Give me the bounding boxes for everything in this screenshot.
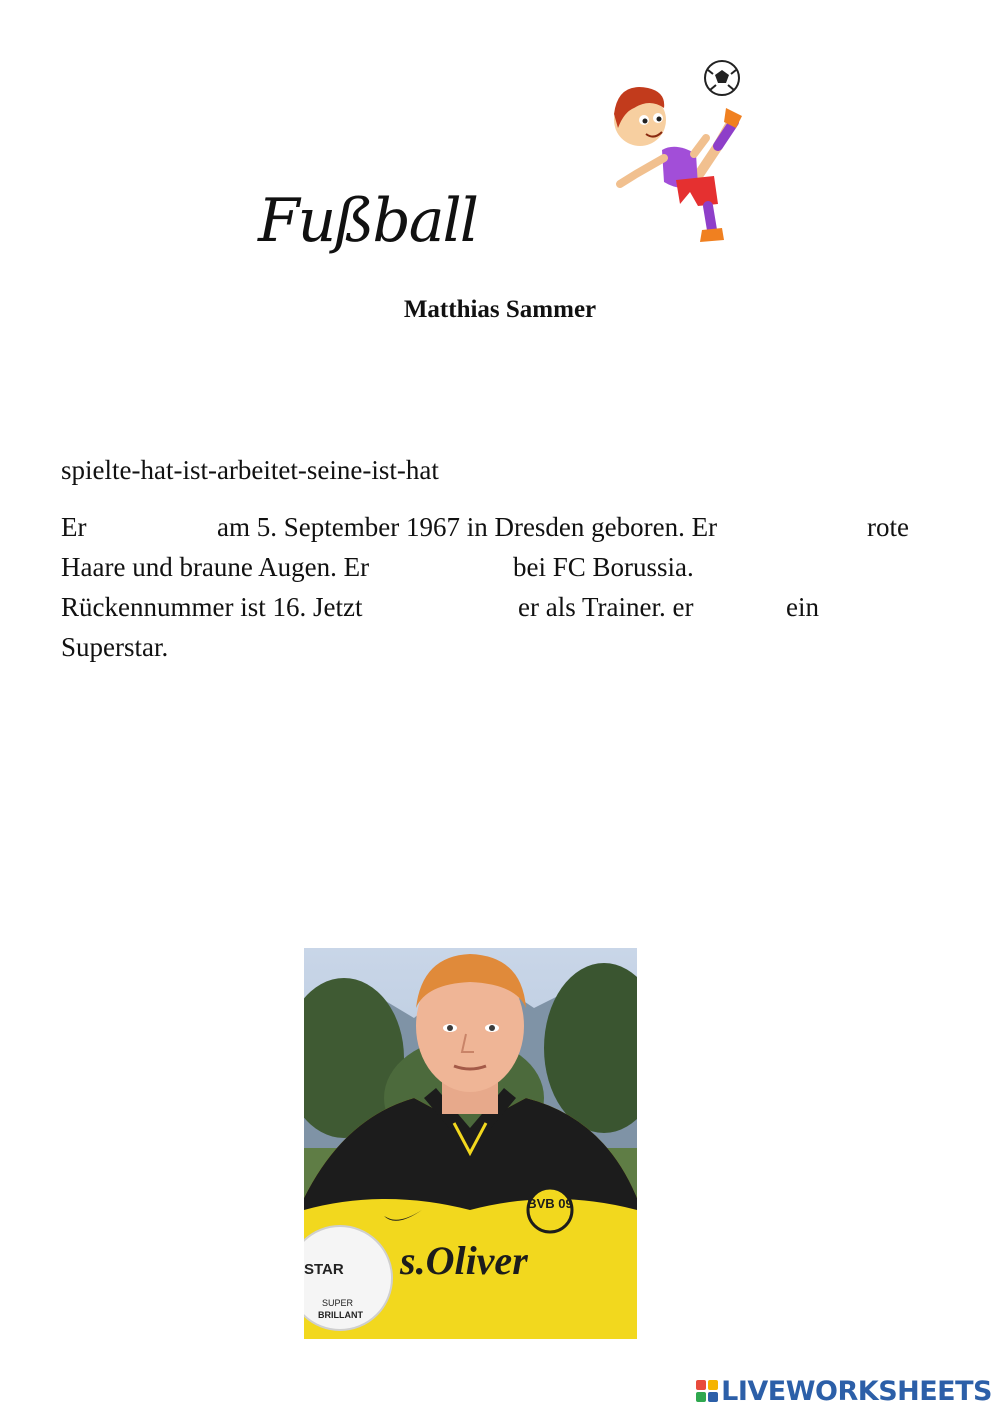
player-name-heading: Matthias Sammer [403, 296, 597, 323]
gap-input-2[interactable] [784, 513, 868, 549]
ball-label-2: SUPER [322, 1298, 354, 1308]
gap-input-5[interactable] [403, 593, 517, 629]
ball-label-3: BRILLANT [318, 1310, 363, 1320]
gap-input-3[interactable] [412, 553, 512, 589]
liveworksheets-logo-icon [696, 1380, 718, 1402]
text-segment: Rückennummer ist 16. Jetzt [61, 592, 363, 622]
logo-text: LIVEWORKSHEETS [721, 1375, 992, 1407]
jersey-sponsor: s.Oliver [400, 1238, 528, 1283]
text-segment: bei FC Borussia. [513, 552, 694, 582]
soccer-player-clipart-icon [600, 58, 750, 248]
text-segment: Haare und braune Augen. Er [61, 552, 370, 582]
page-title: Fußball [258, 186, 477, 256]
club-badge-text: BVB 09 [527, 1196, 573, 1211]
text-segment: Superstar. [61, 632, 169, 662]
text-segment: er als Trainer. er [518, 592, 694, 622]
ball-label-1: STAR [304, 1261, 344, 1278]
word-bank: spielte-hat-ist-arbeitet-seine-ist-hat [61, 455, 439, 485]
text-segment: Er [61, 512, 87, 542]
player-photo [304, 948, 637, 1339]
gap-input-1[interactable] [96, 513, 215, 549]
gap-input-6[interactable] [722, 593, 786, 629]
text-segment: ein [786, 592, 819, 622]
text-segment: rote [867, 512, 909, 542]
text-segment: am 5. September 1967 in Dresden geboren. Er [217, 512, 718, 542]
liveworksheets-logo[interactable] [696, 1374, 992, 1408]
gap-input-4[interactable] [722, 553, 916, 589]
